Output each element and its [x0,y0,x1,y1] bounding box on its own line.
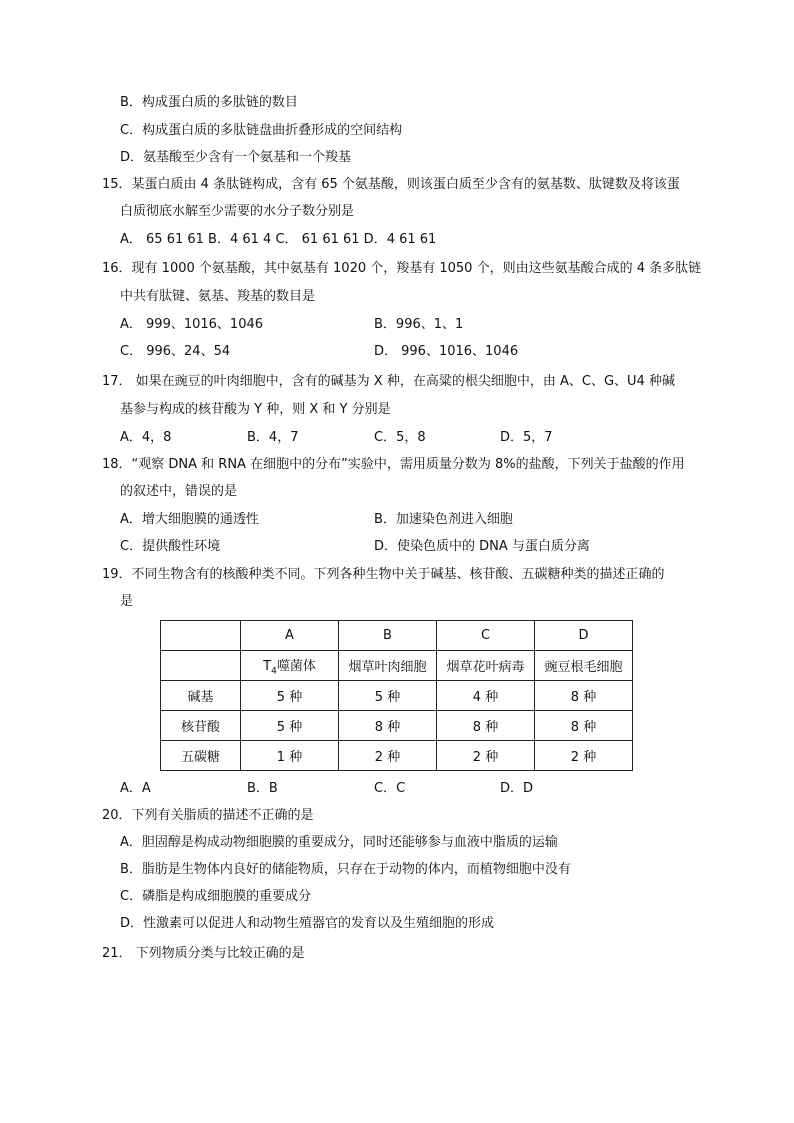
q18-option-d: D．使染色质中的 DNA 与蛋白质分离 [374,539,590,554]
table-header-c: C [437,621,535,651]
q17-stem-line1: 17． 如果在豌豆的叶肉细胞中，含有的碱基为 X 种，在高粱的根尖细胞中，由 A、C、G、U4 种碱 [102,374,675,389]
q17-option-c: C．5，8 [374,430,426,445]
q20-option-d: D．性激素可以促进人和动物生殖器官的发育以及生殖细胞的形成 [120,916,495,931]
table-cell: 5 种 [241,711,339,741]
q15-options: A． 65 61 61 B．4 61 4 C． 61 61 61 D．4 61 61 [120,232,437,247]
q18-option-c: C．提供酸性环境 [120,539,221,554]
q17-option-a: A．4，8 [120,430,172,445]
q16-stem-line2: 中共有肽键、氨基、羧基的数目是 [120,289,316,304]
table-header-a: A [241,621,339,651]
t4-phage-label: 噬菌体 [276,658,316,674]
row-label-pentose: 五碳糖 [161,741,241,771]
q16-option-d: D． 996、1016、1046 [374,344,519,359]
t4-subscript: 4 [271,666,277,677]
q18-stem-line2: 的叙述中，错误的是 [120,484,238,499]
q18-option-b: B．加速染色剂进入细胞 [374,512,513,527]
q15-stem-line1: 15．某蛋白质由 4 条肽链构成，含有 65 个氨基酸，则该蛋白质至少含有的氨基数、肽键数及将该蛋 [102,177,680,192]
q20-stem: 20．下列有关脂质的描述不正确的是 [102,808,314,823]
table-cell: 2 种 [339,741,437,771]
organism-pea-root-hair-cell: 豌豆根毛细胞 [535,651,633,681]
q17-option-b: B．4，7 [247,430,299,445]
table-header-d: D [535,621,633,651]
row-label-nucleotide: 核苷酸 [161,711,241,741]
table-cell: 8 种 [339,711,437,741]
q19-stem-line1: 19．不同生物含有的核酸种类不同。下列各种生物中关于碱基、核苷酸、五碳糖种类的描述正确的 [102,567,665,582]
q19-stem-line2: 是 [120,594,134,609]
organism-t4-phage [241,651,339,681]
q17-option-d: D．5，7 [500,430,553,445]
table-row [161,651,633,681]
organism-tobacco-mosaic-virus: 烟草花叶病毒 [437,651,535,681]
q19-table [160,620,633,771]
q16-stem-line1: 16．现有 1000 个氨基酸，其中氨基有 1020 个，羧基有 1050 个，则由这些氨基酸合成的 4 条多肽链 [102,261,702,276]
table-cell: 5 种 [339,681,437,711]
q20-option-a: A．胆固醇是构成动物细胞膜的重要成分，同时还能够参与血液中脂质的运输 [120,835,558,850]
q14-option-d: D．氨基酸至少含有一个氨基和一个羧基 [120,150,352,165]
table-cell-empty [161,621,241,651]
row-label-base: 碱基 [161,681,241,711]
q20-option-c: C．磷脂是构成细胞膜的重要成分 [120,889,312,904]
table-row [161,621,633,651]
q16-option-c: C． 996、24、54 [120,344,231,359]
q18-option-a: A．增大细胞膜的通透性 [120,512,259,527]
q19-option-a: A．A [120,781,151,796]
organism-tobacco-leaf-cell: 烟草叶肉细胞 [339,651,437,681]
q21-stem: 21． 下列物质分类与比较正确的是 [102,946,305,961]
t4-letter: T [263,658,272,674]
q18-stem-line1: 18．“观察 DNA 和 RNA 在细胞中的分布”实验中，需用质量分数为 8%的盐酸，下列关于盐酸的作用 [102,457,685,472]
table-row [161,711,633,741]
table-cell: 8 种 [535,681,633,711]
table-cell: 2 种 [437,741,535,771]
q19-option-d: D．D [500,781,534,796]
q14-option-c: C．构成蛋白质的多肽链盘曲折叠形成的空间结构 [120,123,403,138]
table-header-b: B [339,621,437,651]
q20-option-b: B．脂肪是生物体内良好的储能物质，只存在于动物的体内，而植物细胞中没有 [120,862,571,877]
table-cell-empty [161,651,241,681]
table-cell: 2 种 [535,741,633,771]
q16-option-b: B．996、1、1 [374,317,464,332]
q14-option-b: B．构成蛋白质的多肽链的数目 [120,95,298,110]
table-cell: 8 种 [535,711,633,741]
table-cell: 4 种 [437,681,535,711]
q19-option-b: B．B [247,781,278,796]
table-cell: 8 种 [437,711,535,741]
q16-option-a: A． 999、1016、1046 [120,317,264,332]
q15-stem-line2: 白质彻底水解至少需要的水分子数分别是 [120,204,355,219]
table-cell: 5 种 [241,681,339,711]
q19-option-c: C．C [374,781,406,796]
table-row [161,741,633,771]
table-row [161,681,633,711]
table-cell: 1 种 [241,741,339,771]
q17-stem-line2: 基参与构成的核苷酸为 Y 种，则 X 和 Y 分别是 [120,402,391,417]
